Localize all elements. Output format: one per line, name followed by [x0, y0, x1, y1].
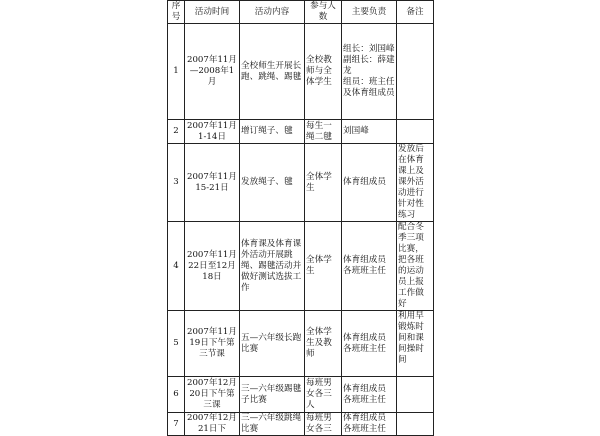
row-content: 增订绳子、毽: [240, 120, 305, 144]
row-note: [397, 120, 434, 144]
row-content: 体育课及体育课外活动开展跳绳、踢毽活动并做好测试选拔工作: [240, 222, 305, 311]
table-row: [168, 144, 434, 222]
row-no: 7: [168, 413, 185, 436]
row-people: 全体学生: [305, 144, 342, 222]
row-content: 三—六年级跳绳比赛: [240, 413, 305, 436]
row-content: 三—六年级踢毽子比赛: [240, 377, 305, 413]
row-note: 配合冬季三项比赛，把各班的运动员上报工作做好: [397, 222, 434, 311]
row-people: 每班男女各三: [305, 413, 342, 436]
row-lead: 刘国峰: [342, 120, 397, 144]
row-time: 2007年11月1-14日: [185, 120, 240, 144]
row-lead: 组长：刘国峰 副组长：薛建龙 组员：班主任及体育组成员: [342, 24, 397, 120]
header-no: 序号: [168, 1, 185, 24]
row-time: 2007年11月—2008年1月: [185, 24, 240, 120]
table-row: [168, 120, 434, 144]
row-people: 全体学生及教师: [305, 311, 342, 377]
activity-schedule-table: [167, 0, 434, 436]
row-time: 2007年11月15-21日: [185, 144, 240, 222]
row-lead: 体育组成员 各班班主任: [342, 222, 397, 311]
row-time: 2007年12月21日下: [185, 413, 240, 436]
row-no: 3: [168, 144, 185, 222]
row-no: 5: [168, 311, 185, 377]
row-note: 利用早锻炼时间和课间操时间: [397, 311, 434, 377]
row-note: 发放后在体育课上及课外活动进行针对性练习: [397, 144, 434, 222]
row-content: 发放绳子、毽: [240, 144, 305, 222]
table-row: [168, 377, 434, 413]
row-no: 4: [168, 222, 185, 311]
row-lead: 体育组成员 各班班主任: [342, 413, 397, 436]
row-no: 1: [168, 24, 185, 120]
header-note: 备注: [397, 1, 434, 24]
header-people: 参与人数: [305, 1, 342, 24]
row-time: 2007年11月19日下午第三节课: [185, 311, 240, 377]
row-lead: 体育组成员 各班班主任: [342, 377, 397, 413]
row-people: 每生一绳二毽: [305, 120, 342, 144]
header-time: 活动时间: [185, 1, 240, 24]
document-page: [167, 0, 433, 434]
row-content: 五—六年级长跑比赛: [240, 311, 305, 377]
row-note: [397, 24, 434, 120]
table-header-row: [168, 1, 434, 24]
row-no: 6: [168, 377, 185, 413]
row-note: [397, 377, 434, 413]
table-row: [168, 24, 434, 120]
row-time: 2007年12月20日下午第三课: [185, 377, 240, 413]
row-time: 2007年11月22日至12月18日: [185, 222, 240, 311]
row-people: 全校教师与全体学生: [305, 24, 342, 120]
table-row: [168, 311, 434, 377]
row-lead: 体育组成员 各班班主任: [342, 311, 397, 377]
header-lead: 主要负责: [342, 1, 397, 24]
row-people: 全体学生: [305, 222, 342, 311]
row-content: 全校师生开展长跑、跳绳、踢毽: [240, 24, 305, 120]
table-row: [168, 413, 434, 436]
row-lead: 体育组成员: [342, 144, 397, 222]
row-people: 每班男女各三人: [305, 377, 342, 413]
header-content: 活动内容: [240, 1, 305, 24]
row-note: [397, 413, 434, 436]
row-no: 2: [168, 120, 185, 144]
table-row: [168, 222, 434, 311]
